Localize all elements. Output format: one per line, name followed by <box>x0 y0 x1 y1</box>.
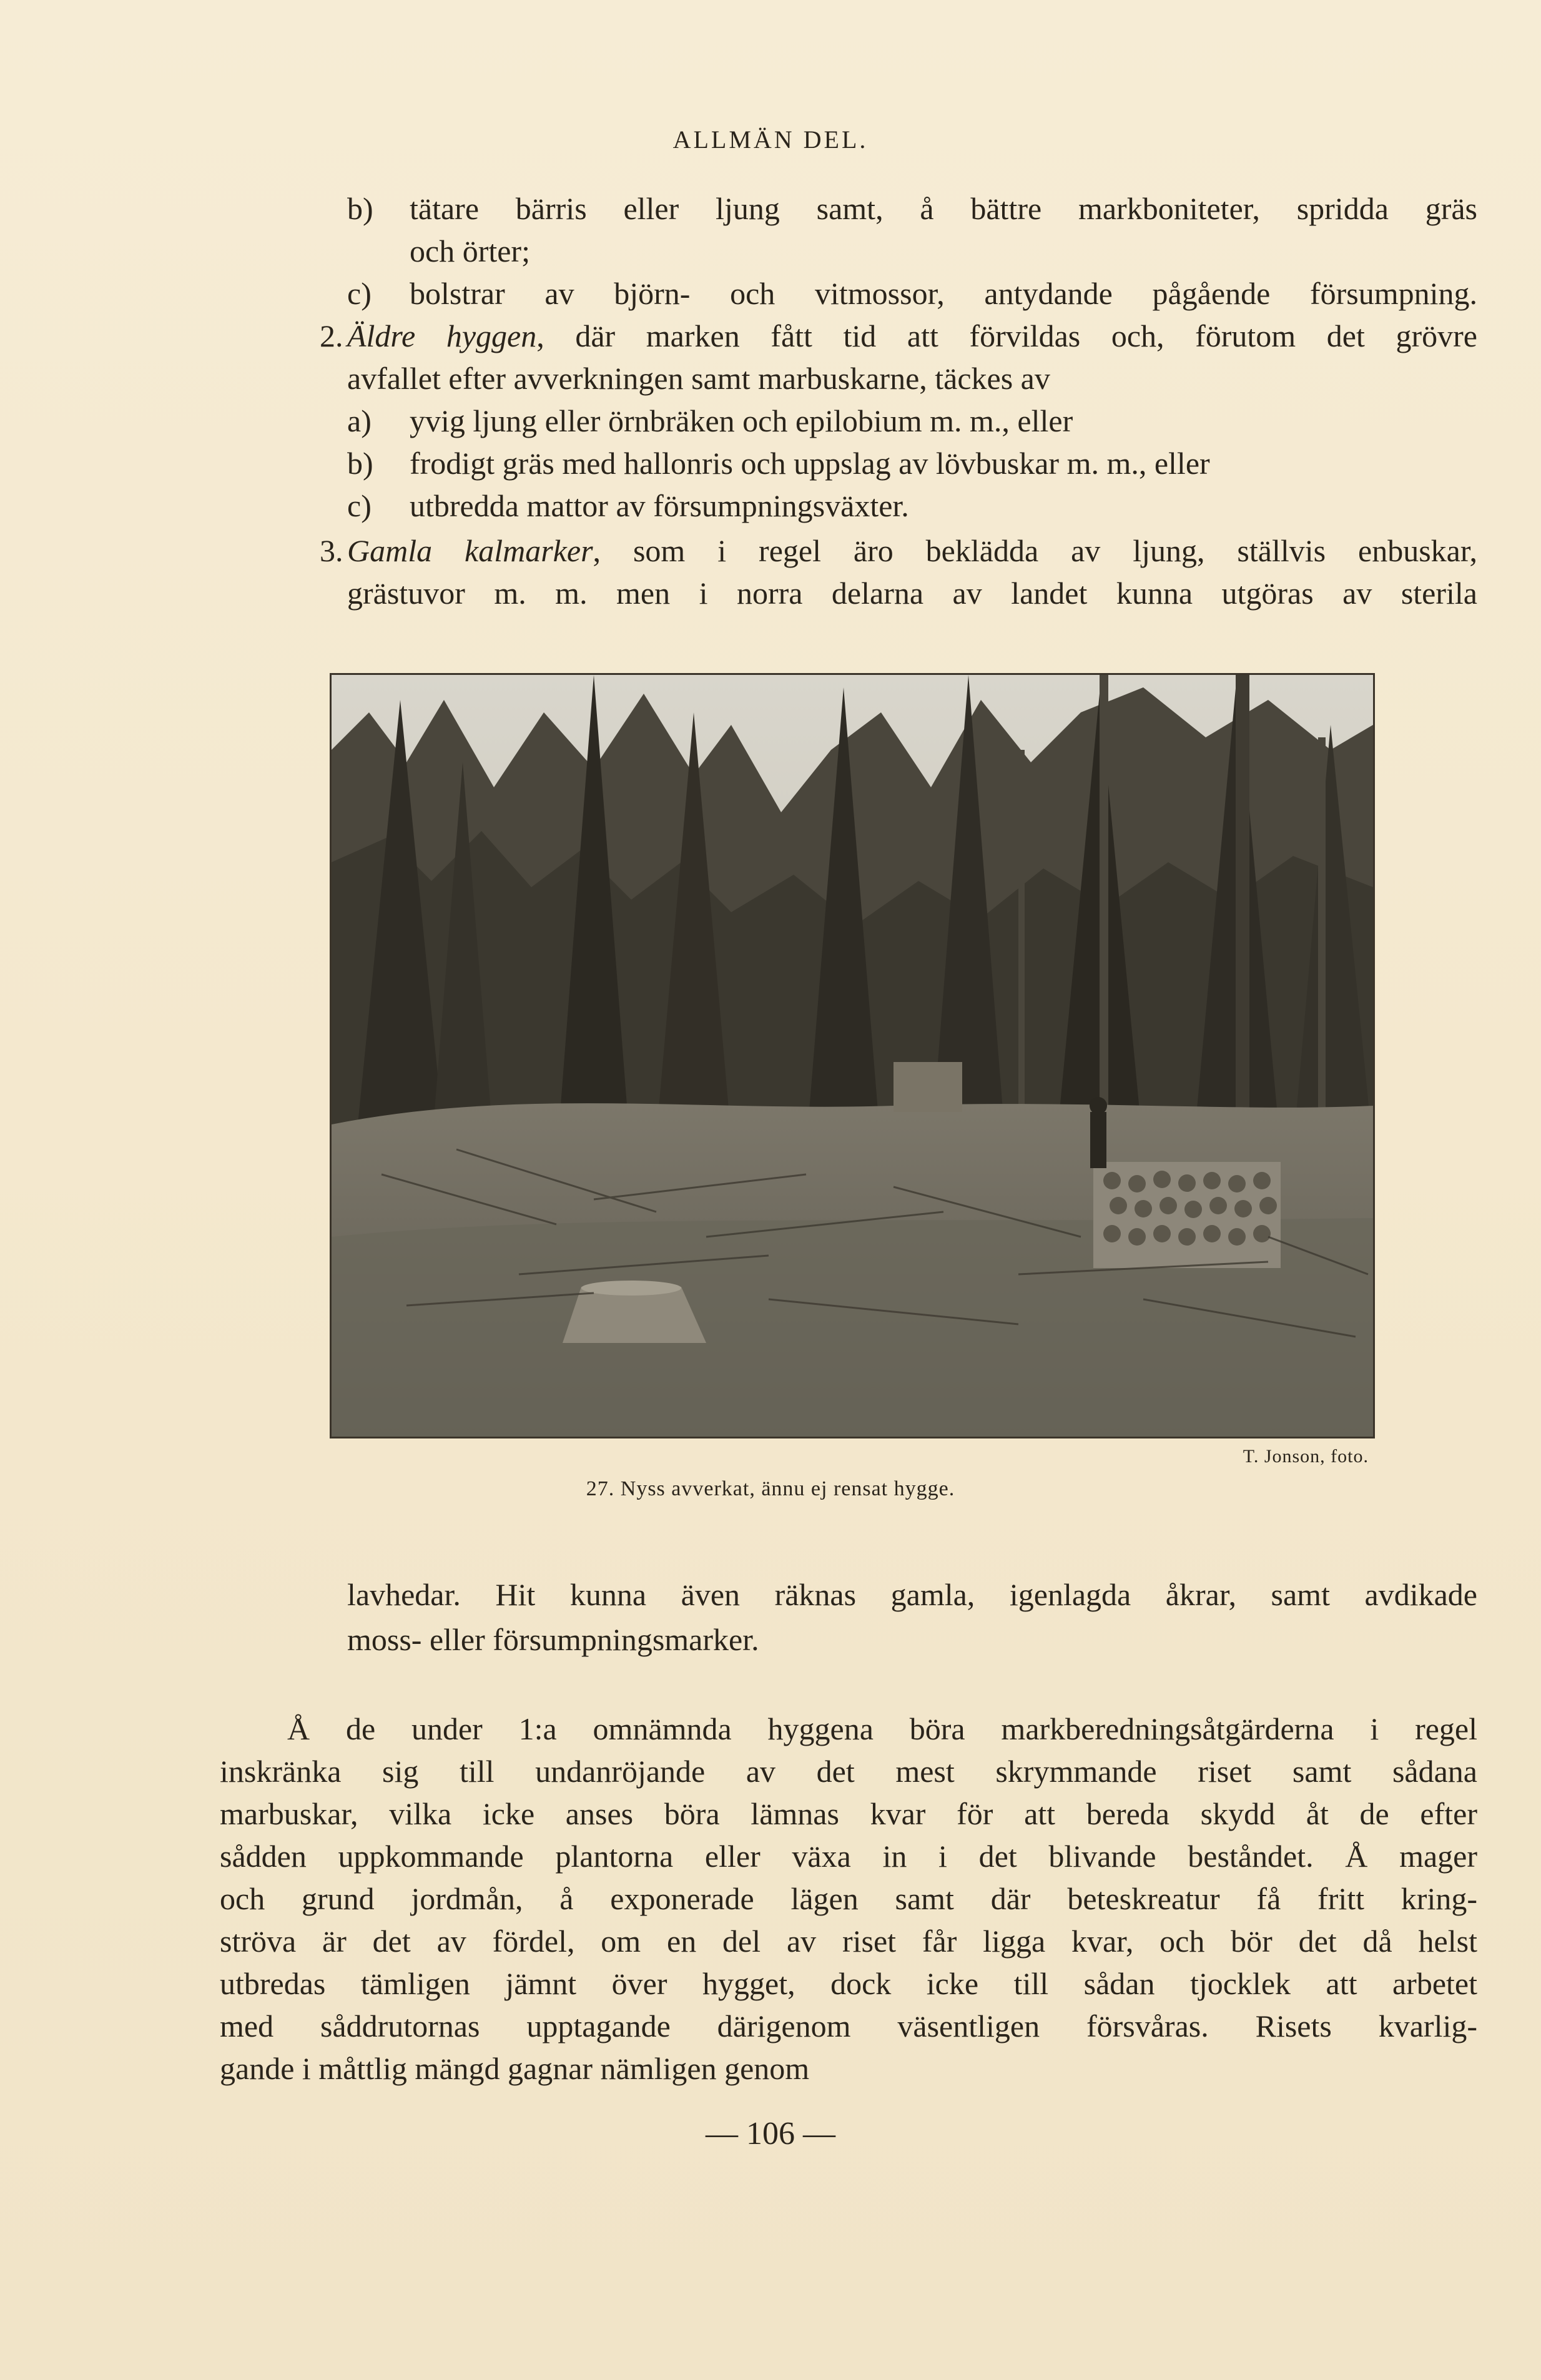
paragraph-line9: gande i måttlig mängd gagnar nämligen genom <box>220 2051 810 2086</box>
item-2-italic: Äldre hyggen <box>347 318 537 353</box>
item-2c-text: utbredda mattor av försumpningsväxter. <box>410 488 909 523</box>
continuation-line1: lavhedar. Hit kunna även räknas gamla, igenlagda åkrar, samt avdikade <box>347 1577 1477 1612</box>
item-c-line1: bolstrar av björn- och vitmossor, antydande pågående försumpning. <box>410 276 1477 311</box>
item-3-line1 <box>347 529 1477 572</box>
paragraph-line3: marbuskar, vilka icke anses böra lämnas kvar för att bereda skydd åt de efter <box>220 1796 1477 1831</box>
paragraph-line1: Å de under 1:a omnämnda hyggena böra markberedningsåtgärderna i regel <box>287 1711 1477 1746</box>
page-number: — 106 — <box>706 2116 835 2151</box>
item-2b-text: frodigt gräs med hallonris och uppslag av lövbuskar m. m., eller <box>410 446 1210 481</box>
photo-illustration <box>332 675 1373 1437</box>
item-2-rest: , där marken fått tid att förvildas och, förutom det grövre <box>536 318 1477 353</box>
item-2a-text: yvig ljung eller örnbräken och epilobium m. m., eller <box>410 403 1073 438</box>
item-b-line1: tätare bärris eller ljung samt, å bättre markboniteter, spridda gräs <box>410 191 1477 226</box>
continuation-line2: moss- eller försumpningsmarker. <box>347 1622 759 1657</box>
item-2-line2: avfallet efter avverkningen samt marbuskarne, täckes av <box>347 361 1050 396</box>
photo-credit: T. Jonson, foto. <box>1243 1446 1369 1467</box>
item-3-italic: Gamla kalmarker <box>347 533 593 568</box>
paragraph-line8: med såddrutornas upptagande därigenom väsentligen försvåras. Risets kvarlig- <box>220 2009 1477 2043</box>
item-b-line2: och örter; <box>410 234 530 268</box>
item-3-rest: , som i regel äro beklädda av ljung, ställvis enbuskar, <box>593 533 1477 568</box>
item-2-number: 2. <box>320 318 343 353</box>
figure-caption: 27. Nyss avverkat, ännu ej rensat hygge. <box>586 1477 955 1500</box>
item-3-number: 3. <box>320 533 343 568</box>
paragraph-line2: inskränka sig till undanröjande av det mest skrymmande riset samt sådana <box>220 1754 1477 1789</box>
item-2c-label: c) <box>347 488 372 523</box>
paragraph-line5: och grund jordmån, å exponerade lägen samt där beteskreatur få fritt kring- <box>220 1881 1477 1916</box>
item-2-line1 <box>347 315 1477 357</box>
paragraph-line4: sådden uppkommande plantorna eller växa in i det blivande beståndet. Å mager <box>220 1839 1477 1874</box>
item-c-label: c) <box>347 276 372 311</box>
paragraph-line7: utbredas tämligen jämnt över hygget, dock icke till sådan tjocklek att arbetet <box>220 1966 1477 2001</box>
item-2b-label: b) <box>347 446 373 481</box>
item-2a-label: a) <box>347 403 372 438</box>
running-header: ALLMÄN DEL. <box>672 125 869 154</box>
item-3-line2: grästuvor m. m. men i norra delarna av landet kunna utgöras av sterila <box>347 576 1477 611</box>
forest-clearing-photo <box>330 673 1375 1438</box>
item-b-label: b) <box>347 191 373 226</box>
paragraph-line6: ströva är det av fördel, om en del av riset får ligga kvar, och bör det då helst <box>220 1924 1477 1959</box>
